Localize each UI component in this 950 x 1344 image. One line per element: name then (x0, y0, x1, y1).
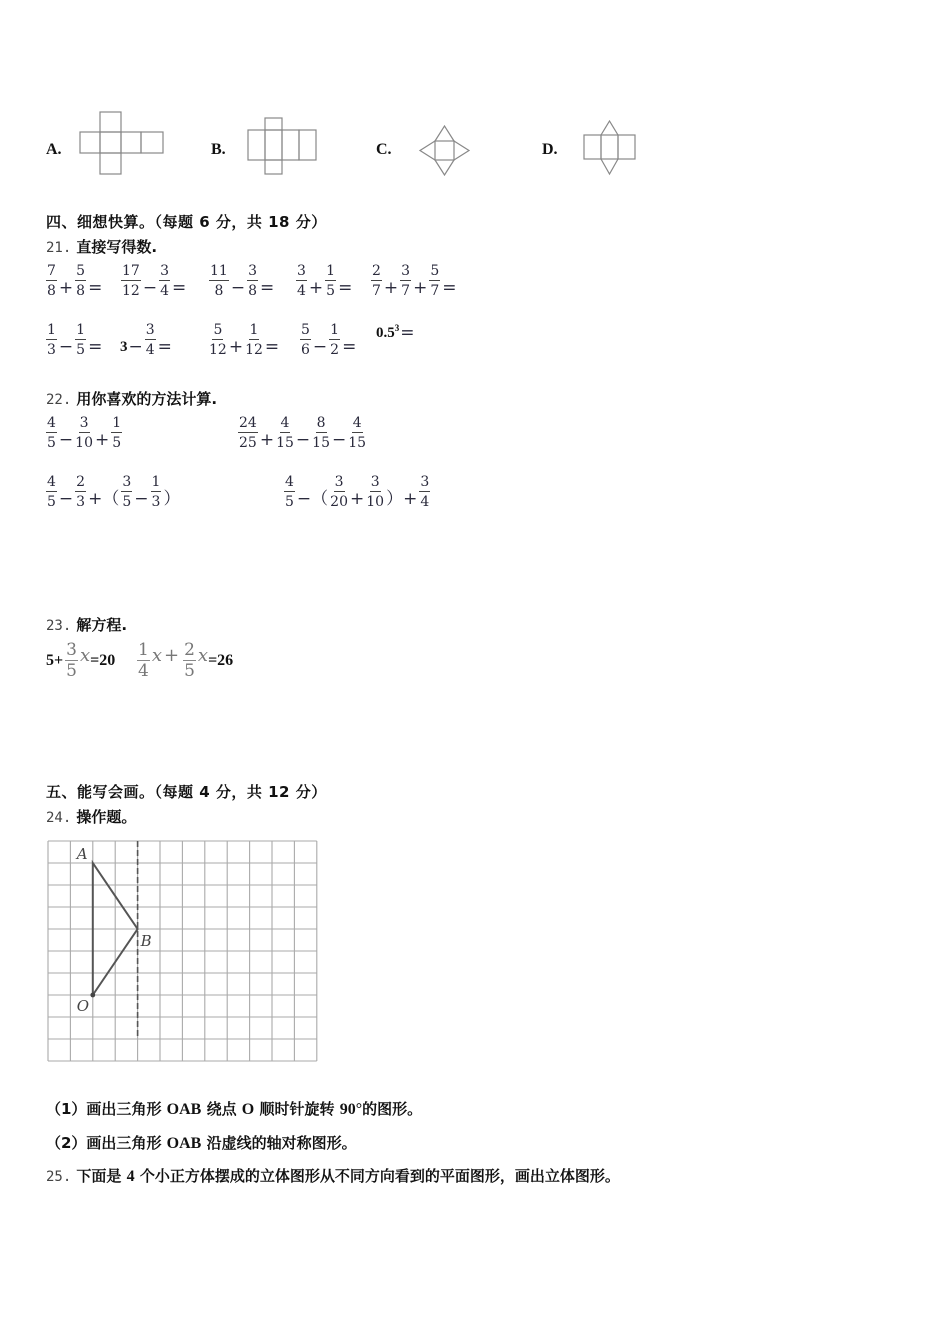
numerator: 2 (372, 263, 381, 279)
fraction (419, 475, 430, 509)
text: 的图形。 (362, 1100, 423, 1118)
eq-lead: 5+ (46, 652, 64, 669)
fraction (276, 416, 294, 450)
fraction (121, 264, 141, 298)
numerator: 3 (420, 474, 430, 490)
numerator: 4 (285, 474, 294, 490)
numerator: 24 (239, 415, 257, 431)
numerator: 3 (145, 322, 155, 338)
numerator: 5 (301, 322, 310, 338)
numerator: 5 (213, 322, 223, 338)
operator: − (58, 489, 74, 509)
numerator: 1 (47, 322, 56, 338)
math-expression (283, 475, 431, 509)
numerator: 2 (76, 474, 86, 490)
fraction (247, 264, 258, 298)
q24-subquestion-2 (46, 1132, 357, 1153)
leading-number: 3 (120, 339, 128, 355)
denominator: 4 (420, 494, 430, 510)
text: （1）画出三角形 (46, 1100, 167, 1118)
operator: +（ (88, 489, 120, 509)
operator: − (230, 278, 246, 298)
fraction (371, 264, 382, 298)
text: 顺时针旋转 (254, 1100, 340, 1118)
numerator: 4 (352, 415, 362, 431)
operator: = (442, 278, 457, 298)
denominator: 12 (209, 342, 227, 358)
fraction (46, 264, 57, 298)
denominator: 15 (312, 435, 330, 451)
fraction (75, 323, 86, 357)
svg-text:A: A (76, 845, 88, 863)
operator: = (338, 278, 353, 298)
fraction (245, 323, 263, 357)
question-22-title (46, 388, 217, 409)
fraction (284, 475, 295, 509)
math-expression (299, 323, 357, 357)
denominator: 5 (184, 661, 195, 681)
math-expression (45, 264, 103, 298)
question-text: 下面是 (76, 1167, 127, 1185)
operator: − (312, 337, 328, 357)
numerator: 7 (47, 263, 56, 279)
numerator: 2 (184, 640, 195, 660)
question-text: 个小正方体摆成的立体图形从不同方向看到的平面图形，画出立体图形。 (134, 1167, 620, 1185)
cube-count: 4 (126, 1168, 135, 1185)
fraction (348, 416, 366, 450)
operator: = (88, 337, 103, 357)
denominator: 12 (245, 342, 263, 358)
eq-tail: =20 (90, 652, 116, 669)
denominator: 5 (47, 494, 56, 510)
denominator: 8 (214, 283, 224, 299)
fraction (159, 264, 170, 298)
eq-fraction (137, 642, 150, 680)
question-24-title (46, 806, 136, 827)
operator: − (58, 430, 74, 450)
operator: + (95, 430, 110, 450)
denominator: 5 (66, 661, 77, 681)
denominator: 15 (276, 435, 294, 451)
math-expression (370, 264, 458, 298)
operator: −（ (296, 489, 329, 509)
numerator: 4 (47, 415, 56, 431)
operator: − (134, 489, 149, 509)
text: 沿虚线的轴对称图形。 (201, 1134, 357, 1152)
question-23-title (46, 614, 127, 635)
fraction (209, 264, 229, 298)
math-expression (45, 475, 181, 509)
option-d-label: D. (542, 141, 558, 158)
option-c-label: C. (376, 141, 392, 158)
numerator: 3 (334, 474, 344, 490)
fraction (330, 475, 348, 509)
text: OAB (166, 1135, 202, 1152)
numerator: 4 (47, 474, 56, 490)
operator: + (413, 278, 428, 298)
cube-net-a-figure (78, 110, 166, 178)
numerator: 3 (66, 640, 77, 660)
fraction (121, 475, 132, 509)
denominator: 10 (75, 435, 93, 451)
svg-text:B: B (140, 932, 152, 950)
denominator: 10 (366, 494, 385, 510)
numerator: 3 (297, 263, 306, 279)
denominator: 5 (285, 494, 294, 510)
grid-triangle-figure (46, 839, 320, 1067)
denominator: 5 (112, 435, 122, 451)
denominator: 8 (248, 283, 257, 299)
fraction (209, 323, 227, 357)
power-expression: $0.5^3$ (376, 323, 400, 341)
operator: + (163, 644, 180, 666)
variable: x (79, 644, 91, 666)
denominator: 4 (138, 661, 149, 681)
fraction (366, 475, 384, 509)
numerator: 1 (330, 322, 340, 338)
eq-fraction (65, 642, 78, 680)
fraction (300, 323, 311, 357)
variable: x (151, 644, 162, 666)
denominator: 4 (145, 342, 155, 358)
section-5-heading: 五、能写会画。（每题 4 分，共 12 分） (46, 783, 327, 801)
denominator: 25 (239, 435, 257, 451)
operator: − (128, 337, 143, 357)
question-text: 解方程. (76, 616, 128, 634)
numerator: 3 (160, 263, 169, 279)
equation-2 (135, 642, 233, 680)
operator: − (142, 278, 158, 298)
math-expression (237, 416, 367, 450)
cube-net-b-figure (246, 116, 318, 178)
denominator: 5 (76, 342, 86, 358)
fraction (400, 264, 411, 298)
math-expression (295, 264, 353, 298)
fraction (329, 323, 340, 357)
variable: x (197, 644, 209, 666)
numerator: 3 (79, 415, 89, 431)
denominator: 4 (160, 283, 169, 299)
operator: = (88, 278, 103, 298)
operator: + (383, 278, 399, 298)
question-21-title (46, 236, 157, 257)
operator: ） (163, 489, 181, 509)
fraction (145, 323, 156, 357)
pyramid-net-c-figure (418, 124, 472, 178)
question-number: 25. (46, 1169, 72, 1185)
operator: + (228, 337, 244, 357)
operator: + (58, 278, 74, 298)
fraction (312, 416, 330, 450)
numerator: 3 (370, 474, 380, 490)
fraction (111, 416, 122, 450)
numerator: 11 (210, 263, 228, 279)
numerator: 1 (138, 640, 149, 660)
text: 90° (339, 1101, 363, 1118)
math-expression (376, 323, 416, 343)
denominator: 8 (76, 283, 86, 299)
operator: = (157, 337, 172, 357)
equation-1 (46, 642, 115, 680)
numerator: 5 (76, 263, 86, 279)
numerator: 1 (76, 322, 86, 338)
option-a-label: A. (46, 141, 62, 158)
numerator: 3 (122, 474, 132, 490)
fraction (296, 264, 307, 298)
fraction (46, 416, 57, 450)
eq-fraction (183, 642, 196, 680)
operator: ）+ (386, 489, 418, 509)
numerator: 5 (430, 263, 440, 279)
denominator: 3 (47, 342, 56, 358)
numerator: 3 (401, 263, 411, 279)
text: （2）画出三角形 (46, 1134, 167, 1152)
operator: = (260, 278, 275, 298)
denominator: 3 (76, 494, 86, 510)
operator: − (295, 430, 311, 450)
denominator: 5 (47, 435, 56, 451)
denominator: 20 (330, 494, 348, 510)
numerator: 4 (280, 415, 290, 431)
operator: − (58, 337, 74, 357)
question-number: 21. (46, 240, 72, 256)
denominator: 4 (297, 283, 306, 299)
denominator: 7 (430, 283, 440, 299)
question-text: 用你喜欢的方法计算. (76, 390, 218, 408)
operator: = (172, 278, 187, 298)
denominator: 5 (122, 494, 132, 510)
numerator: 3 (248, 263, 257, 279)
denominator: 2 (330, 342, 340, 358)
fraction (75, 264, 86, 298)
denominator: 15 (348, 435, 367, 451)
denominator: 6 (301, 342, 310, 358)
math-expression (120, 323, 173, 357)
denominator: 5 (326, 283, 336, 299)
numerator: 8 (316, 415, 326, 431)
math-expression (208, 264, 275, 298)
fraction (429, 264, 440, 298)
denominator: 8 (47, 283, 56, 299)
text: 绕点 (201, 1100, 242, 1118)
fraction (46, 323, 57, 357)
denominator: 3 (151, 494, 161, 510)
numerator: 1 (112, 415, 122, 431)
operator: + (308, 278, 324, 298)
denominator: 12 (122, 283, 140, 299)
svg-text:O: O (76, 997, 90, 1015)
option-b-label: B. (211, 141, 226, 158)
operator: − (331, 430, 347, 450)
math-expression (120, 264, 187, 298)
numerator: 1 (249, 322, 259, 338)
operator: = (400, 323, 415, 343)
operator: = (264, 337, 280, 357)
fraction (75, 475, 86, 509)
question-number: 22. (46, 392, 72, 408)
question-text: 直接写得数. (76, 238, 158, 256)
operator: = (342, 337, 357, 357)
fraction (75, 416, 93, 450)
fraction (238, 416, 258, 450)
math-expression (208, 323, 280, 357)
denominator: 7 (372, 283, 381, 299)
question-number: 24. (46, 810, 72, 826)
text: OAB (166, 1101, 202, 1118)
section-4-heading: 四、细想快算。（每题 6 分，共 18 分） (46, 213, 327, 231)
prism-net-d-figure (582, 119, 638, 177)
fraction (46, 475, 57, 509)
numerator: 1 (326, 263, 336, 279)
fraction (325, 264, 336, 298)
fraction (151, 475, 162, 509)
question-text: 操作题。 (76, 808, 137, 826)
exponent: 3 (394, 323, 400, 333)
eq-tail: =26 (208, 652, 234, 669)
operator: + (259, 430, 275, 450)
text: O (241, 1101, 255, 1118)
denominator: 7 (401, 283, 411, 299)
operator: + (350, 489, 365, 509)
q24-subquestion-1 (46, 1098, 422, 1119)
numerator: 1 (151, 474, 161, 490)
question-25 (46, 1165, 620, 1186)
numerator: 17 (122, 263, 140, 279)
math-expression (45, 416, 123, 450)
math-expression (45, 323, 103, 357)
question-number: 23. (46, 618, 72, 634)
